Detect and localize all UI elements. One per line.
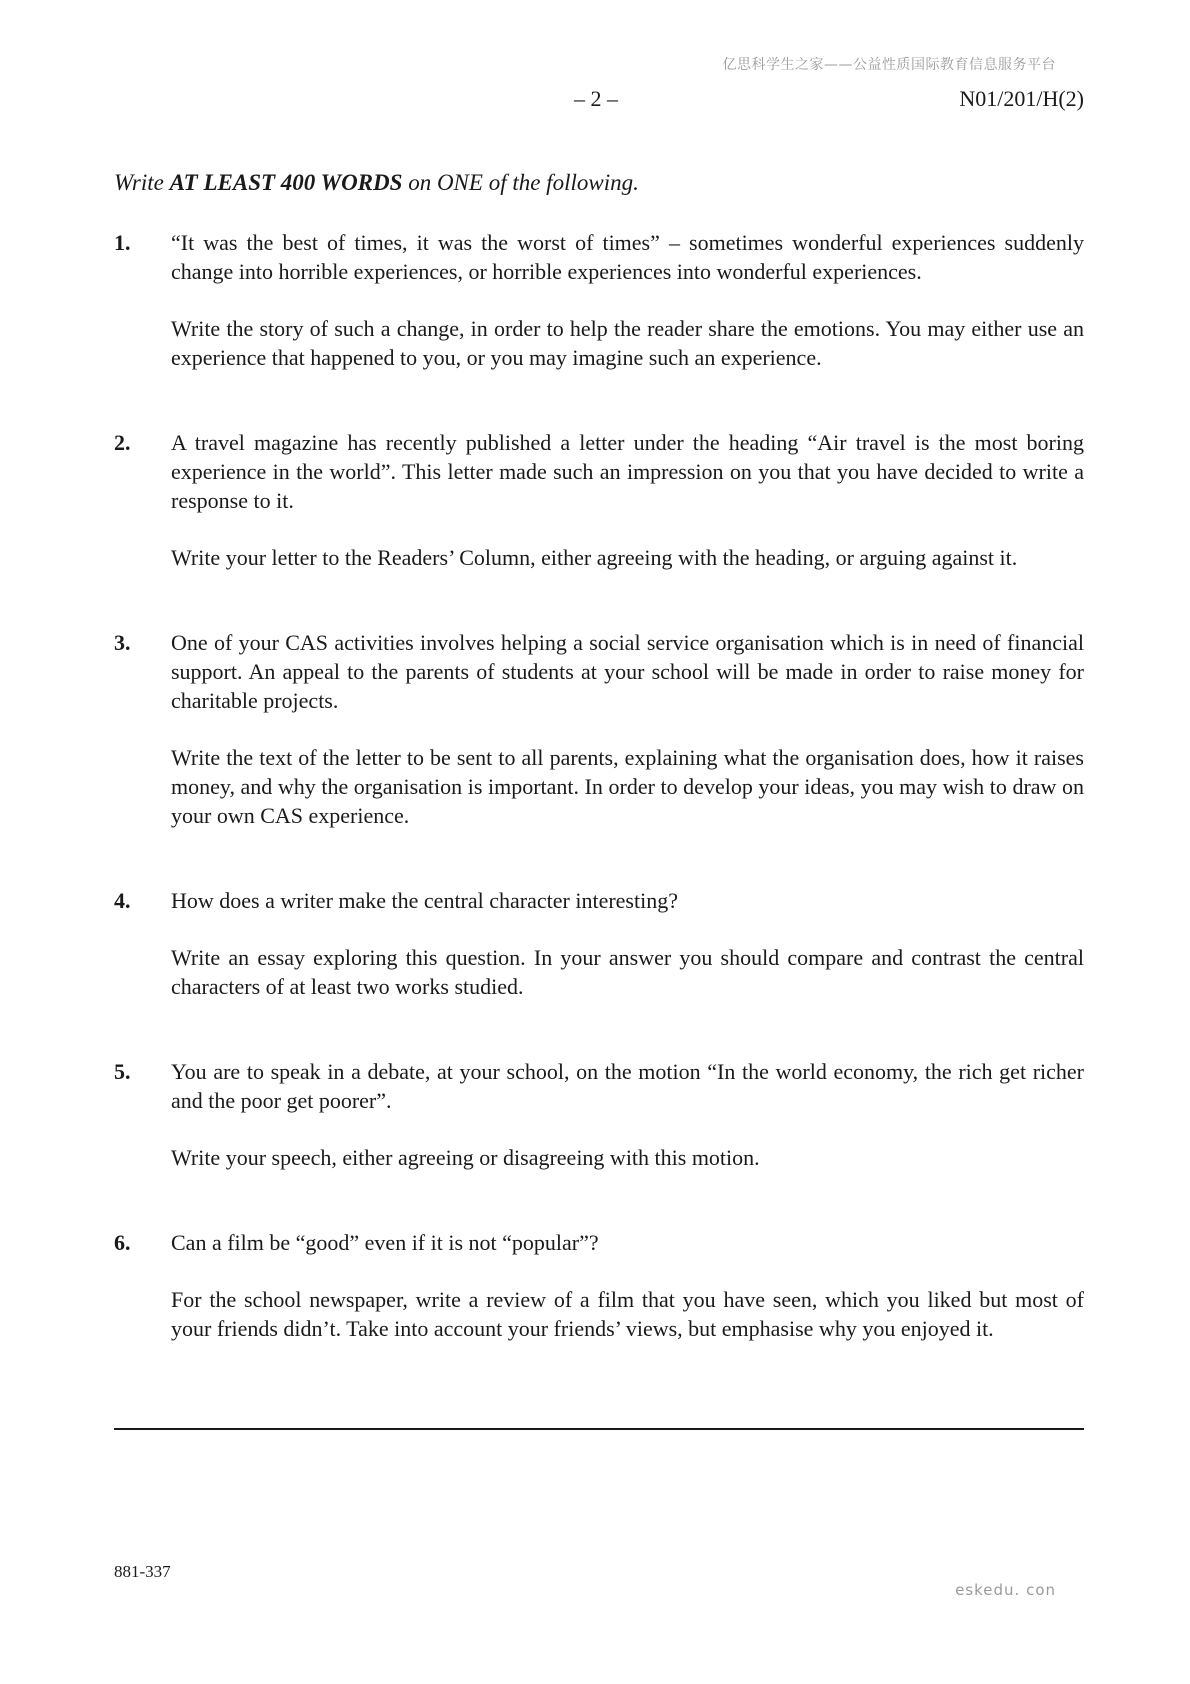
- question-task: Write your speech, either agreeing or disagreeing with this motion.: [171, 1145, 760, 1170]
- instruction-prefix: Write: [114, 170, 170, 195]
- question-body: [171, 628, 1084, 830]
- question-prompt: How does a writer make the central character interesting?: [171, 888, 678, 913]
- watermark-bottom-text: eskedu. con: [955, 1581, 1056, 1599]
- question-number: 4.: [114, 888, 131, 913]
- question-task: Write the story of such a change, in order to help the reader share the emotions. You may either use an experience that happened to you, or you may imagine such an experience.: [171, 316, 1084, 370]
- question-number: 2.: [114, 430, 131, 455]
- question-task: For the school newspaper, write a review of a film that you have seen, which you liked but most of your friends didn’t. Take into account your friends’ views, but emphasise why you enjoyed it.: [171, 1287, 1084, 1341]
- question-task: Write your letter to the Readers’ Column, either agreeing with the heading, or arguing against it.: [171, 545, 1018, 570]
- document-code: N01/201/H(2): [959, 86, 1084, 111]
- question-3: [114, 628, 1084, 830]
- instruction-suffix: on ONE of the following.: [402, 170, 639, 195]
- question-task: Write the text of the letter to be sent to all parents, explaining what the organisation does, how it raises money, and why the organisation is important. In order to develop your ideas, you may wish to draw on your own CAS experience.: [171, 745, 1084, 828]
- question-prompt: You are to speak in a debate, at your school, on the motion “In the world economy, the rich get richer and the poor get poorer”.: [171, 1059, 1084, 1113]
- question-5: [114, 1057, 1084, 1172]
- question-prompt: A travel magazine has recently published a letter under the heading “Air travel is the most boring experience in the world”. This letter made such an impression on you that you have decided to write a response to it.: [171, 430, 1084, 513]
- question-4: [114, 886, 1084, 1001]
- question-body: [171, 428, 1084, 572]
- watermark-top-text: 亿思科学生之家——公益性质国际教育信息服务平台: [722, 57, 1056, 73]
- question-1: [114, 228, 1084, 372]
- question-6: [114, 1228, 1084, 1343]
- question-prompt: Can a film be “good” even if it is not “popular”?: [171, 1230, 599, 1255]
- instruction: [114, 170, 639, 196]
- footer-code: 881-337: [114, 1562, 171, 1581]
- question-body: [171, 1228, 1084, 1343]
- question-prompt: One of your CAS activities involves helping a social service organisation which is in need of financial support. An appeal to the parents of students at your school will be made in order to raise money for charitable projects.: [171, 630, 1084, 713]
- question-body: [171, 228, 1084, 372]
- question-task: Write an essay exploring this question. In your answer you should compare and contrast the central characters of at least two works studied.: [171, 945, 1084, 999]
- question-number: 6.: [114, 1230, 131, 1255]
- question-number: 5.: [114, 1059, 131, 1084]
- question-2: [114, 428, 1084, 572]
- question-prompt: “It was the best of times, it was the worst of times” – sometimes wonderful experiences suddenly change into horrible experiences, or horrible experiences into wonderful experiences.: [171, 230, 1084, 284]
- question-body: [171, 886, 1084, 1001]
- instruction-emphasis: AT LEAST 400 WORDS: [169, 170, 403, 195]
- question-body: [171, 1057, 1084, 1172]
- end-rule: [114, 1428, 1084, 1430]
- question-list: [114, 228, 1084, 1399]
- question-number: 1.: [114, 230, 131, 255]
- question-number: 3.: [114, 630, 131, 655]
- page-number: – 2 –: [574, 86, 618, 111]
